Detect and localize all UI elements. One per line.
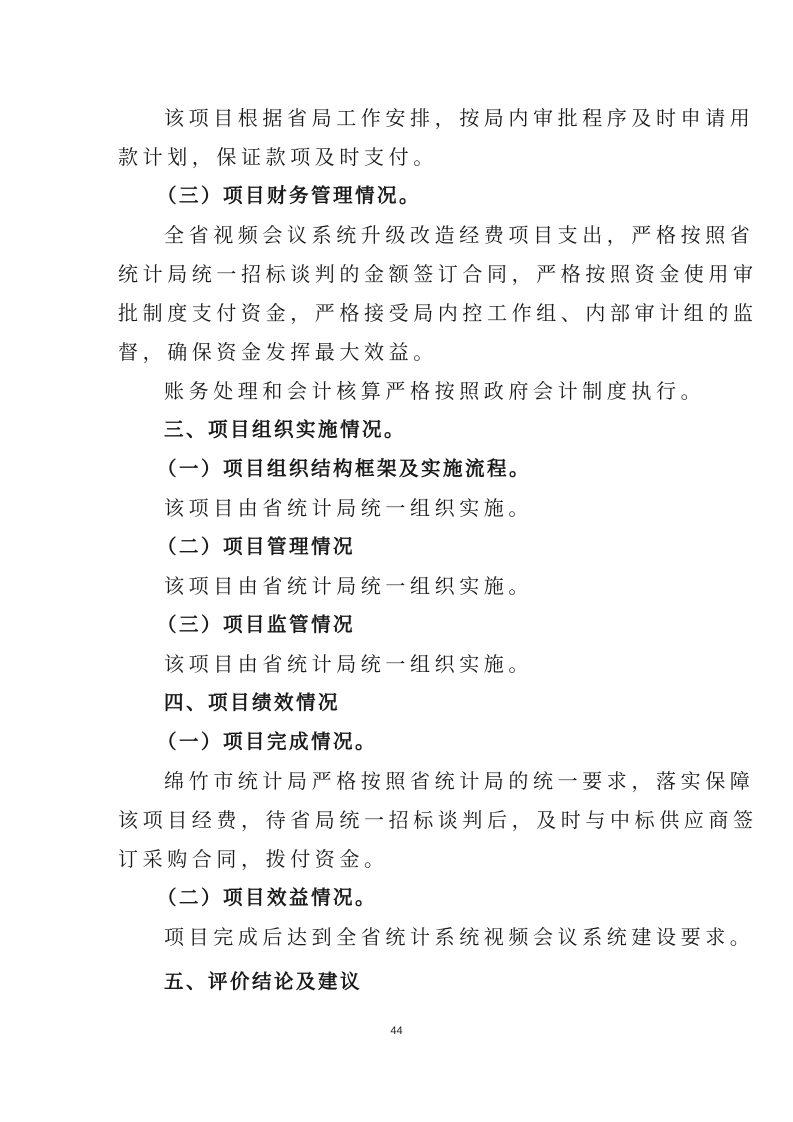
paragraph-line: 项目完成后达到全省统计系统视频会议系统建设要求。 (164, 925, 755, 949)
section-heading: （一）项目完成情况。 (157, 730, 378, 753)
page-number: 44 (390, 1025, 403, 1037)
section-heading: （二）项目管理情况 (157, 535, 356, 558)
paragraph-line: 账务处理和会计核算严格按照政府会计制度执行。 (164, 379, 706, 403)
chapter-heading: 五、评价结论及建议 (164, 970, 363, 993)
paragraph-line: 该项目由省统计局统一组织实施。 (164, 652, 533, 676)
paragraph-line: 该项目由省统计局统一组织实施。 (164, 574, 533, 598)
paragraph-line: 该项目经费，待省局统一招标谈判后，及时与中标供应商签 (118, 808, 758, 832)
section-heading: （一）项目组织结构框架及实施流程。 (157, 457, 532, 480)
paragraph-line: 绵竹市统计局严格按照省统计局的统一要求，落实保障 (164, 769, 755, 793)
paragraph-line: 订采购合同，拨付资金。 (118, 847, 389, 871)
paragraph-line: 款计划，保证款项及时支付。 (118, 145, 438, 169)
section-heading: （二）项目效益情况。 (157, 886, 378, 909)
section-heading: （三）项目监管情况 (157, 613, 356, 636)
paragraph-line: 统计局统一招标谈判的金额签订合同，严格按照资金使用审 (118, 262, 758, 286)
paragraph-line: 批制度支付资金，严格接受局内控工作组、内部审计组的监 (118, 301, 758, 325)
chapter-heading: 四、项目绩效情况 (164, 691, 341, 714)
paragraph-line: 督，确保资金发挥最大效益。 (118, 340, 438, 364)
paragraph-line: 该项目由省统计局统一组织实施。 (164, 496, 533, 520)
chapter-heading: 三、项目组织实施情况。 (164, 418, 407, 441)
paragraph-line: 该项目根据省局工作安排，按局内审批程序及时申请用 (164, 106, 755, 130)
section-heading: （三）项目财务管理情况。 (157, 184, 422, 207)
paragraph-line: 全省视频会议系统升级改造经费项目支出，严格按照省 (164, 223, 755, 247)
